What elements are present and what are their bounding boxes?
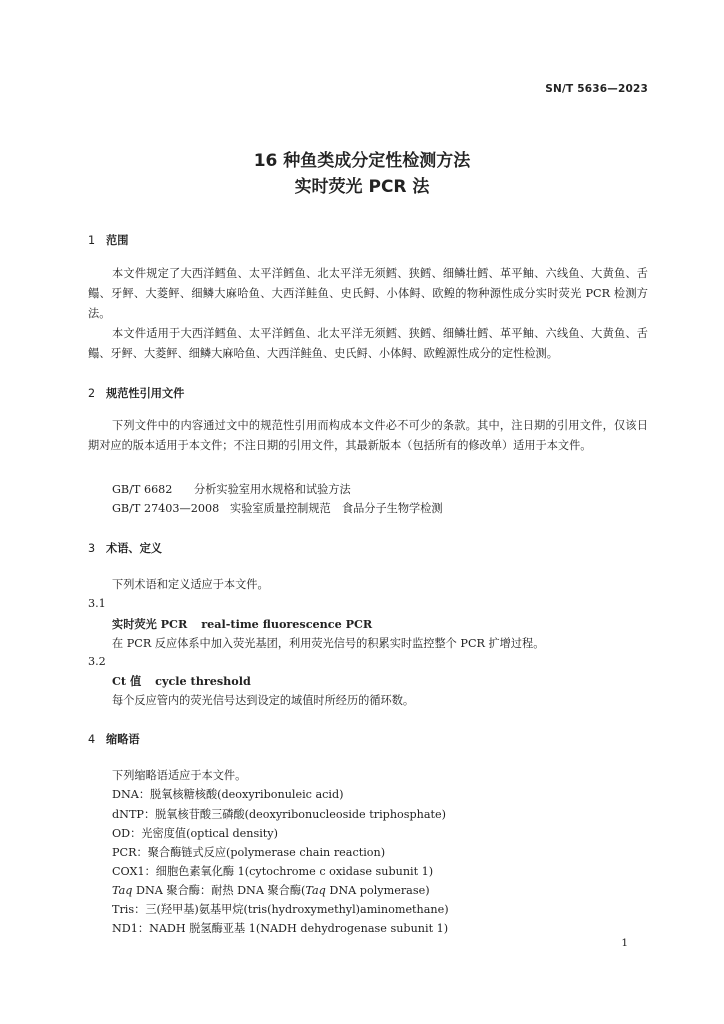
- abbreviation-text: DNA 聚合酶：耐热 DNA 聚合酶(: [132, 884, 306, 897]
- standard-number: SN/T 5636—2023: [545, 83, 648, 95]
- term-definition: 在 PCR 反应体系中加入荧光基团，利用荧光信号的积累实时监控整个 PCR 扩增过程。: [112, 637, 545, 650]
- page-number: 1: [621, 937, 628, 949]
- abbreviation-italic: Taq: [305, 884, 326, 897]
- reference-name: 实验室质量控制规范 食品分子生物学检测: [230, 502, 443, 515]
- section-number: 2: [88, 387, 96, 400]
- section-number: 3: [88, 542, 96, 555]
- reference-name: 分析实验室用水规格和试验方法: [194, 483, 351, 496]
- section-title: 缩略语: [106, 733, 140, 746]
- reference-code: GB/T 6682: [112, 483, 173, 496]
- abbreviation-item: PCR：聚合酶链式反应(polymerase chain reaction): [112, 846, 386, 859]
- section-4-paragraph: 下列缩略语适应于本文件。: [112, 769, 247, 782]
- section-title: 规范性引用文件: [106, 387, 185, 400]
- section-3-heading: [88, 540, 162, 556]
- abbreviation-text: DNA polymerase): [325, 884, 430, 897]
- reference-item: [112, 500, 443, 516]
- section-title: 范围: [106, 234, 129, 247]
- term-heading: [112, 673, 251, 689]
- abbreviation-item: DNA：脱氧核糖核酸(deoxyribonuleic acid): [112, 788, 344, 801]
- term-heading: [112, 616, 372, 632]
- section-number: 4: [88, 733, 96, 746]
- abbreviation-item: [112, 882, 430, 898]
- abbreviation-item: OD：光密度值(optical density): [112, 827, 278, 840]
- abbreviation-italic: Taq: [112, 884, 133, 897]
- section-title: 术语、定义: [106, 542, 162, 555]
- abbreviation-item: ND1：NADH 脱氢酶亚基 1(NADH dehydrogenase subunit 1): [112, 922, 449, 935]
- abbreviation-item: COX1：细胞色素氧化酶 1(cytochrome c oxidase subunit 1): [112, 865, 434, 878]
- reference-item: [112, 481, 351, 497]
- section-1-paragraph-2: 本文件适用于大西洋鳕鱼、太平洋鳕鱼、北太平洋无须鳕、狭鳕、细鳞壮鳕、革平鲉、六线鱼、大黄鱼、舌鳎、牙鲆、大菱鲆、细鳞大麻哈鱼、大西洋鲑鱼、史氏鲟、小体鲟、欧鳇源性成分的定性检测。: [88, 327, 648, 360]
- term-number: 3.1: [88, 597, 106, 610]
- term-en: real-time fluorescence PCR: [201, 617, 373, 631]
- section-2-paragraph: 下列文件中的内容通过文中的规范性引用而构成本文件必不可少的条款。其中，注日期的引用文件，仅该日期对应的版本适用于本文件；不注日期的引用文件，其最新版本（包括所有的修改单）适用于本文件。: [88, 419, 648, 452]
- section-1-heading: [88, 232, 128, 248]
- term-en: cycle threshold: [155, 674, 251, 688]
- abbreviation-item: Tris：三(羟甲基)氨基甲烷(tris(hydroxymethyl)aminomethane): [112, 903, 449, 916]
- term-zh: Ct 值: [112, 674, 142, 688]
- term-definition: 每个反应管内的荧光信号达到设定的域值时所经历的循环数。: [112, 694, 415, 707]
- section-2-heading: [88, 385, 184, 401]
- section-3-paragraph: 下列术语和定义适应于本文件。: [112, 578, 269, 591]
- term-number: 3.2: [88, 655, 106, 668]
- document-title-line1: 16 种鱼类成分定性检测方法: [253, 151, 471, 171]
- reference-code: GB/T 27403—2008: [112, 502, 220, 515]
- section-number: 1: [88, 234, 96, 247]
- section-1-paragraph-1: 本文件规定了大西洋鳕鱼、太平洋鳕鱼、北太平洋无须鳕、狭鳕、细鳞壮鳕、革平鲉、六线鱼、大黄鱼、舌鳎、牙鲆、大菱鲆、细鳞大麻哈鱼、大西洋鲑鱼、史氏鲟、小体鲟、欧鳇的物种源性成分实时荧光 PCR 检测方法。: [88, 267, 648, 320]
- section-4-heading: [88, 731, 140, 747]
- abbreviation-item: dNTP：脱氧核苷酸三磷酸(deoxyribonucleoside triphosphate): [112, 808, 447, 821]
- document-title-line2: 实时荧光 PCR 法: [294, 177, 430, 197]
- term-zh: 实时荧光 PCR: [112, 617, 188, 631]
